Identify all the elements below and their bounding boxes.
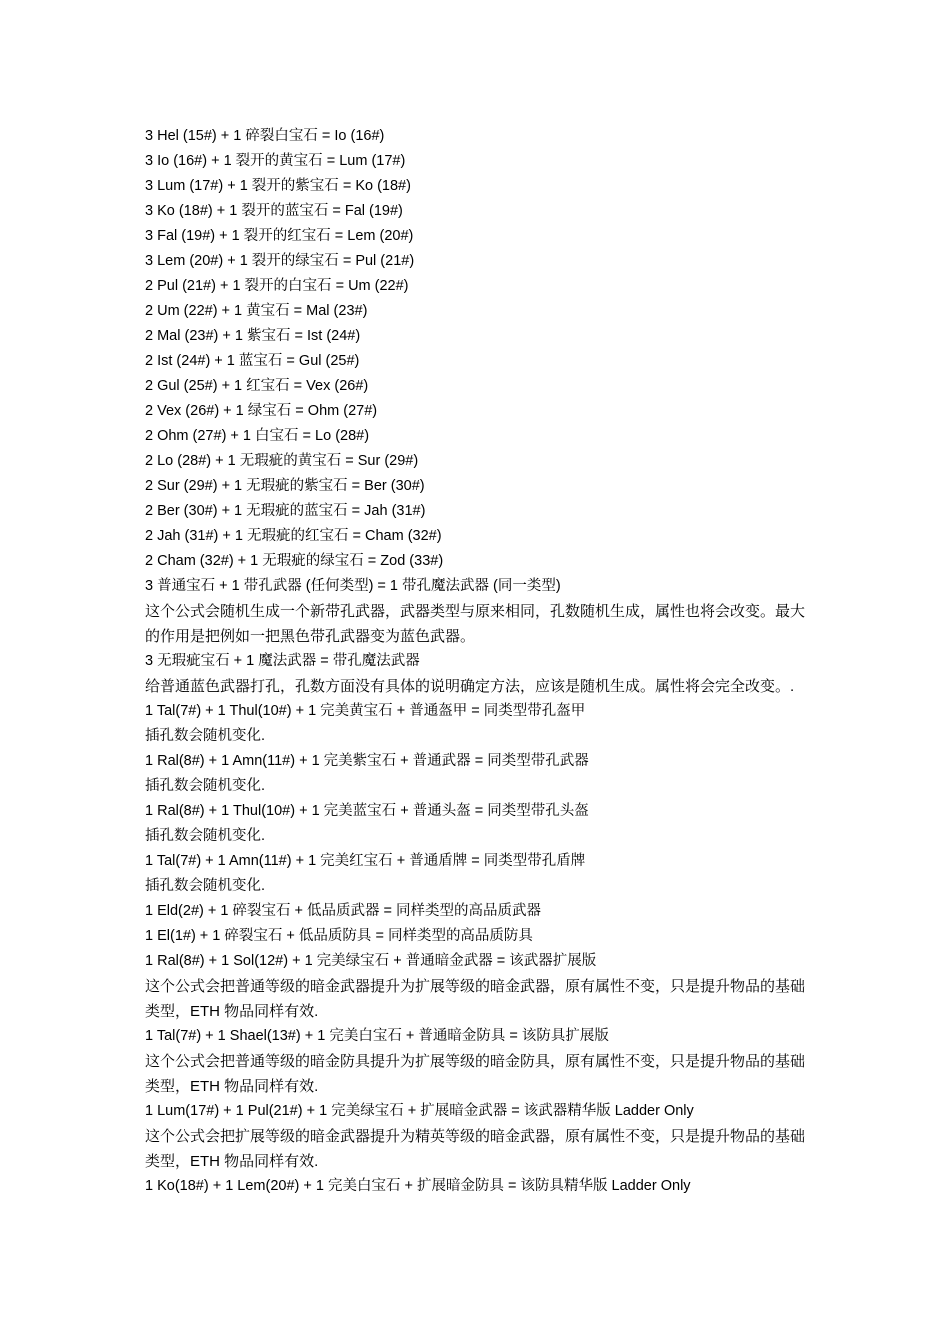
socket-recipe-line: 3 普通宝石 + 1 带孔武器 (任何类型) = 1 带孔魔法武器 (同一类型)	[145, 578, 561, 594]
recipe-description: 这个公式会随机生成一个新带孔武器，武器类型与原来相同，孔数随机生成，属性也将会改变。最大的作用是把例如一把黑色带孔武器变为蓝色武器。	[145, 603, 806, 645]
upgrade-armor-recipe: 1 Tal(7#) + 1 Shael(13#) + 1 完美白宝石 + 普通暗金防具 = 该防具扩展版	[145, 1028, 609, 1044]
recipe-description: 这个公式会把普通等级的暗金防具提升为扩展等级的暗金防具，原有属性不变，只是提升物品的基础类型，ETH 物品同样有效.	[145, 1053, 806, 1095]
quality-armor-recipe: 1 El(1#) + 1 碎裂宝石 + 低品质防具 = 同样类型的高品质防具	[145, 928, 533, 944]
socket-armor-recipe: 1 Tal(7#) + 1 Thul(10#) + 1 完美黄宝石 + 普通盔甲 = 同类型带孔盔甲	[145, 703, 586, 719]
rune-recipe-line: 2 Sur (29#) + 1 无瑕疵的紫宝石 = Ber (30#)	[145, 478, 425, 494]
rune-recipe-line: 3 Hel (15#) + 1 碎裂白宝石 = Io (16#)	[145, 128, 385, 144]
recipe-description: 给普通蓝色武器打孔，孔数方面没有具体的说明确定方法，应该是随机生成。属性将会完全改变。.	[145, 678, 795, 695]
elite-weapon-recipe: 1 Lum(17#) + 1 Pul(21#) + 1 完美绿宝石 + 扩展暗金武器 = 该武器精华版 Ladder Only	[145, 1103, 694, 1119]
recipe-note: 插孔数会随机变化.	[145, 828, 266, 844]
recipe-description: 这个公式会把普通等级的暗金武器提升为扩展等级的暗金武器，原有属性不变，只是提升物品的基础类型，ETH 物品同样有效.	[145, 978, 806, 1020]
rune-recipe-line: 2 Pul (21#) + 1 裂开的白宝石 = Um (22#)	[145, 278, 409, 294]
rune-recipe-line: 2 Gul (25#) + 1 红宝石 = Vex (26#)	[145, 378, 369, 394]
recipe-description: 这个公式会把扩展等级的暗金武器提升为精英等级的暗金武器，原有属性不变，只是提升物品的基础类型，ETH 物品同样有效.	[145, 1128, 806, 1170]
upgrade-weapon-recipe: 1 Ral(8#) + 1 Sol(12#) + 1 完美绿宝石 + 普通暗金武器 = 该武器扩展版	[145, 953, 597, 969]
rune-recipe-line: 2 Ist (24#) + 1 蓝宝石 = Gul (25#)	[145, 353, 360, 369]
rune-recipe-line: 2 Mal (23#) + 1 紫宝石 = Ist (24#)	[145, 328, 361, 344]
rune-recipe-line: 2 Vex (26#) + 1 绿宝石 = Ohm (27#)	[145, 403, 378, 419]
rune-recipe-line: 2 Jah (31#) + 1 无瑕疵的红宝石 = Cham (32#)	[145, 528, 442, 544]
rune-recipe-line: 2 Ber (30#) + 1 无瑕疵的蓝宝石 = Jah (31#)	[145, 503, 426, 519]
rune-recipe-line: 3 Lem (20#) + 1 裂开的绿宝石 = Pul (21#)	[145, 253, 415, 269]
socket-weapon-recipe: 1 Ral(8#) + 1 Amn(11#) + 1 完美紫宝石 + 普通武器 = 同类型带孔武器	[145, 753, 589, 769]
rune-recipe-line: 2 Um (22#) + 1 黄宝石 = Mal (23#)	[145, 303, 368, 319]
flawless-recipe-line: 3 无瑕疵宝石 + 1 魔法武器 = 带孔魔法武器	[145, 653, 420, 669]
rune-recipe-line: 2 Lo (28#) + 1 无瑕疵的黄宝石 = Sur (29#)	[145, 453, 419, 469]
recipe-note: 插孔数会随机变化.	[145, 878, 266, 894]
rune-recipe-line: 3 Lum (17#) + 1 裂开的紫宝石 = Ko (18#)	[145, 178, 411, 194]
recipe-note: 插孔数会随机变化.	[145, 728, 266, 744]
rune-recipe-line: 3 Fal (19#) + 1 裂开的红宝石 = Lem (20#)	[145, 228, 414, 244]
socket-helm-recipe: 1 Ral(8#) + 1 Thul(10#) + 1 完美蓝宝石 + 普通头盔 = 同类型带孔头盔	[145, 803, 589, 819]
recipe-note: 插孔数会随机变化.	[145, 778, 266, 794]
rune-recipe-line: 2 Ohm (27#) + 1 白宝石 = Lo (28#)	[145, 428, 370, 444]
document-body	[145, 124, 815, 1199]
rune-recipe-line: 2 Cham (32#) + 1 无瑕疵的绿宝石 = Zod (33#)	[145, 553, 444, 569]
quality-weapon-recipe: 1 Eld(2#) + 1 碎裂宝石 + 低品质武器 = 同样类型的高品质武器	[145, 903, 542, 919]
elite-armor-recipe: 1 Ko(18#) + 1 Lem(20#) + 1 完美白宝石 + 扩展暗金防具 = 该防具精华版 Ladder Only	[145, 1178, 691, 1194]
socket-shield-recipe: 1 Tal(7#) + 1 Amn(11#) + 1 完美红宝石 + 普通盾牌 = 同类型带孔盾牌	[145, 853, 586, 869]
rune-recipe-line: 3 Ko (18#) + 1 裂开的蓝宝石 = Fal (19#)	[145, 203, 403, 219]
rune-recipe-line: 3 Io (16#) + 1 裂开的黄宝石 = Lum (17#)	[145, 153, 406, 169]
